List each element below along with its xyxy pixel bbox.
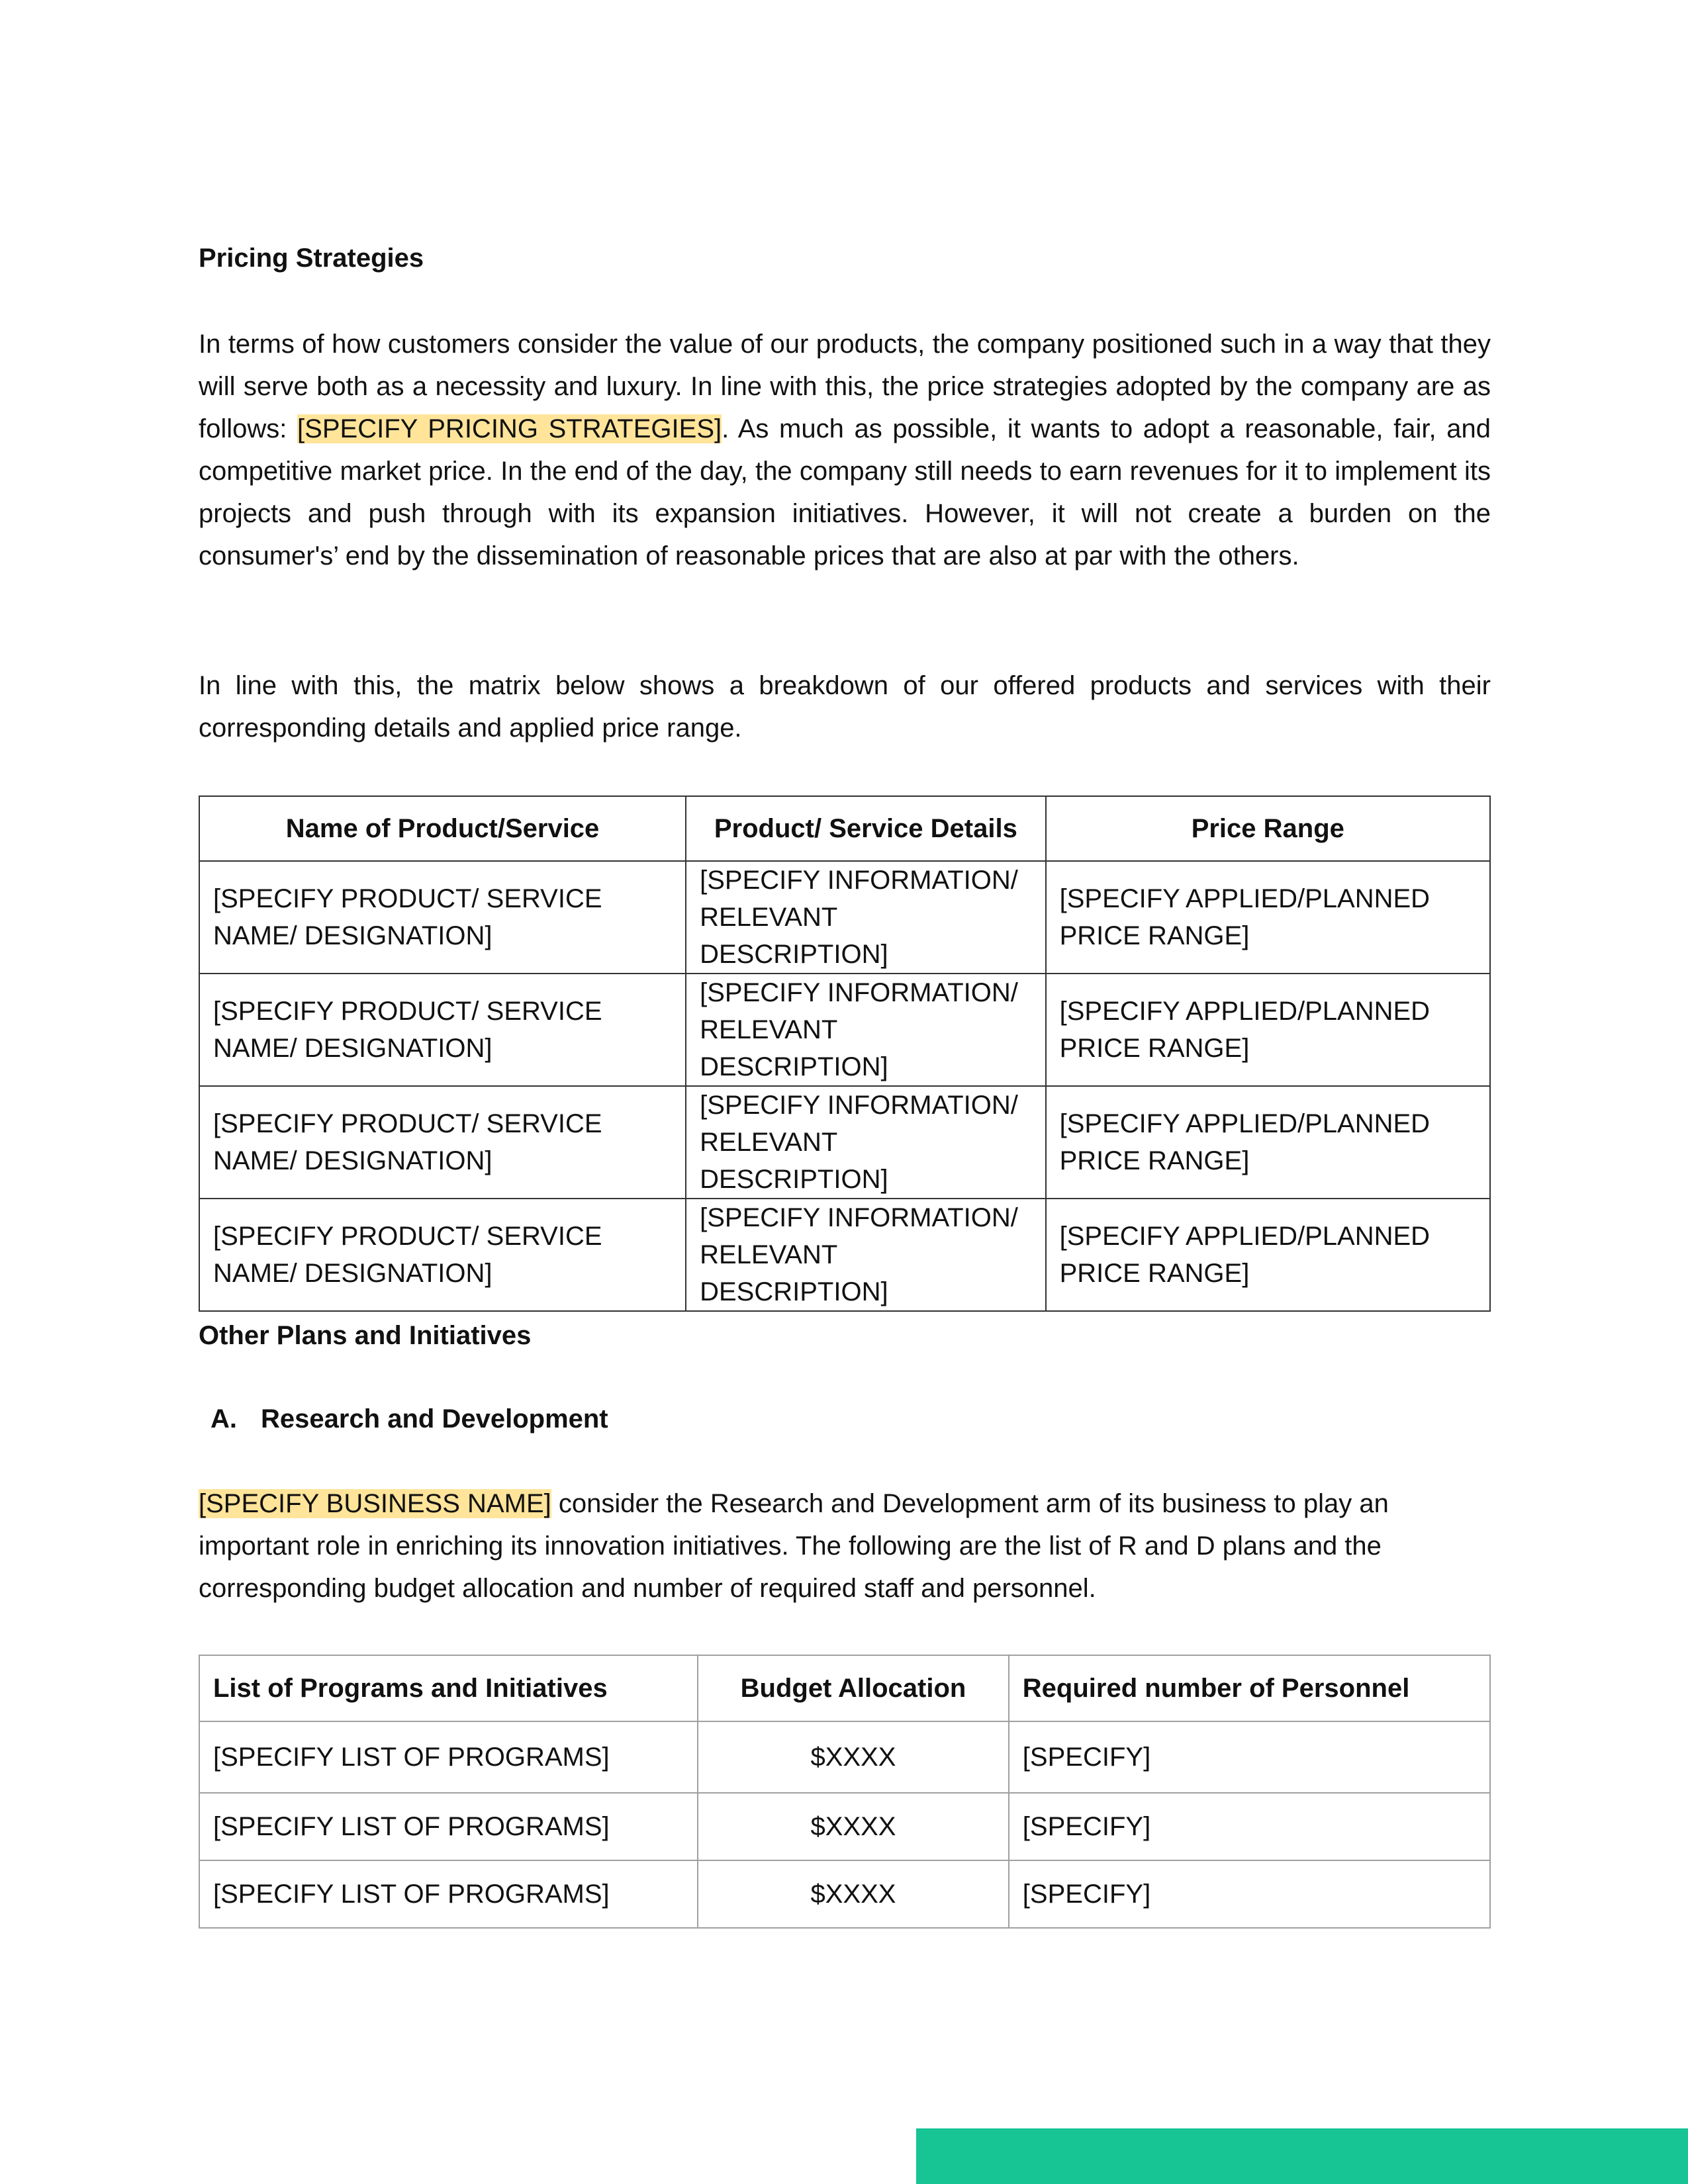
pricing-paragraph-1-before: In terms of how customers consider the value of our products, the company positioned such in a way that they will serve both as a necessity and luxury. In line with this, the price strategies adopted by the company are as follows: (199, 330, 1491, 443)
budget-cell: $XXXX (698, 1860, 1009, 1928)
product-name-cell: [SPECIFY PRODUCT/ SERVICE NAME/ DESIGNATION] (199, 861, 686, 974)
product-details-cell: [SPECIFY INFORMATION/ RELEVANT DESCRIPTION] (686, 974, 1046, 1086)
table-row (199, 861, 1490, 974)
personnel-cell: [SPECIFY] (1009, 1721, 1490, 1793)
program-cell: [SPECIFY LIST OF PROGRAMS] (199, 1860, 698, 1928)
product-details-cell: [SPECIFY INFORMATION/ RELEVANT DESCRIPTION] (686, 1086, 1046, 1199)
product-name-cell: [SPECIFY PRODUCT/ SERVICE NAME/ DESIGNATION] (199, 1199, 686, 1311)
table-row (199, 1721, 1490, 1793)
pricing-strategies-placeholder: [SPECIFY PRICING STRATEGIES] (297, 414, 722, 443)
research-paragraph-text: consider the Research and Development arm of its business to play an important role in enriching its innovation initiatives. The following are the list of R and D plans and the corresponding budget allocation and number of required staff and personnel. (199, 1489, 1389, 1603)
product-name-cell: [SPECIFY PRODUCT/ SERVICE NAME/ DESIGNATION] (199, 974, 686, 1086)
pricing-paragraph-1 (199, 323, 1491, 577)
table-row (199, 974, 1490, 1086)
table-row (199, 1199, 1490, 1311)
header-personnel: Required number of Personnel (1009, 1655, 1490, 1721)
personnel-cell: [SPECIFY] (1009, 1793, 1490, 1860)
pricing-strategies-heading: Pricing Strategies (199, 244, 424, 273)
header-budget: Budget Allocation (698, 1655, 1009, 1721)
other-plans-heading: Other Plans and Initiatives (199, 1321, 532, 1350)
table-row (199, 1086, 1490, 1199)
program-cell: [SPECIFY LIST OF PROGRAMS] (199, 1721, 698, 1793)
table-row (199, 1793, 1490, 1860)
price-range-cell: [SPECIFY APPLIED/PLANNED PRICE RANGE] (1046, 861, 1490, 974)
products-services-table (199, 796, 1491, 1312)
header-product-name: Name of Product/Service (199, 796, 686, 861)
program-cell: [SPECIFY LIST OF PROGRAMS] (199, 1793, 698, 1860)
table-row (199, 1860, 1490, 1928)
personnel-cell: [SPECIFY] (1009, 1860, 1490, 1928)
table-header-row (199, 1655, 1490, 1721)
section-letter: A. (211, 1404, 237, 1433)
footer-accent-bar (916, 2128, 1688, 2184)
header-price-range: Price Range (1046, 796, 1490, 861)
header-product-details: Product/ Service Details (686, 796, 1046, 861)
header-programs: List of Programs and Initiatives (199, 1655, 698, 1721)
price-range-cell: [SPECIFY APPLIED/PLANNED PRICE RANGE] (1046, 1199, 1490, 1311)
price-range-cell: [SPECIFY APPLIED/PLANNED PRICE RANGE] (1046, 974, 1490, 1086)
budget-cell: $XXXX (698, 1721, 1009, 1793)
research-paragraph (199, 1482, 1491, 1610)
business-name-placeholder: [SPECIFY BUSINESS NAME] (199, 1489, 551, 1518)
budget-cell: $XXXX (698, 1793, 1009, 1860)
pricing-paragraph-1-after: . As much as possible, it wants to adopt a reasonable, fair, and competitive market price. In the end of the day, the company still needs to earn revenues for it to implement its projects and push through with its expansion initiatives. However, it will not create a burden on the consumer's’ end by the dissemination of reasonable prices that are also at par with the others. (199, 414, 1491, 570)
research-development-table (199, 1655, 1491, 1929)
price-range-cell: [SPECIFY APPLIED/PLANNED PRICE RANGE] (1046, 1086, 1490, 1199)
product-name-cell: [SPECIFY PRODUCT/ SERVICE NAME/ DESIGNATION] (199, 1086, 686, 1199)
table-header-row (199, 796, 1490, 861)
research-development-subheading (211, 1403, 608, 1435)
product-details-cell: [SPECIFY INFORMATION/ RELEVANT DESCRIPTION] (686, 1199, 1046, 1311)
section-title: Research and Development (261, 1404, 608, 1433)
product-details-cell: [SPECIFY INFORMATION/ RELEVANT DESCRIPTION] (686, 861, 1046, 974)
pricing-paragraph-2: In line with this, the matrix below shows a breakdown of our offered products and services with their corresponding details and applied price range. (199, 671, 1491, 743)
